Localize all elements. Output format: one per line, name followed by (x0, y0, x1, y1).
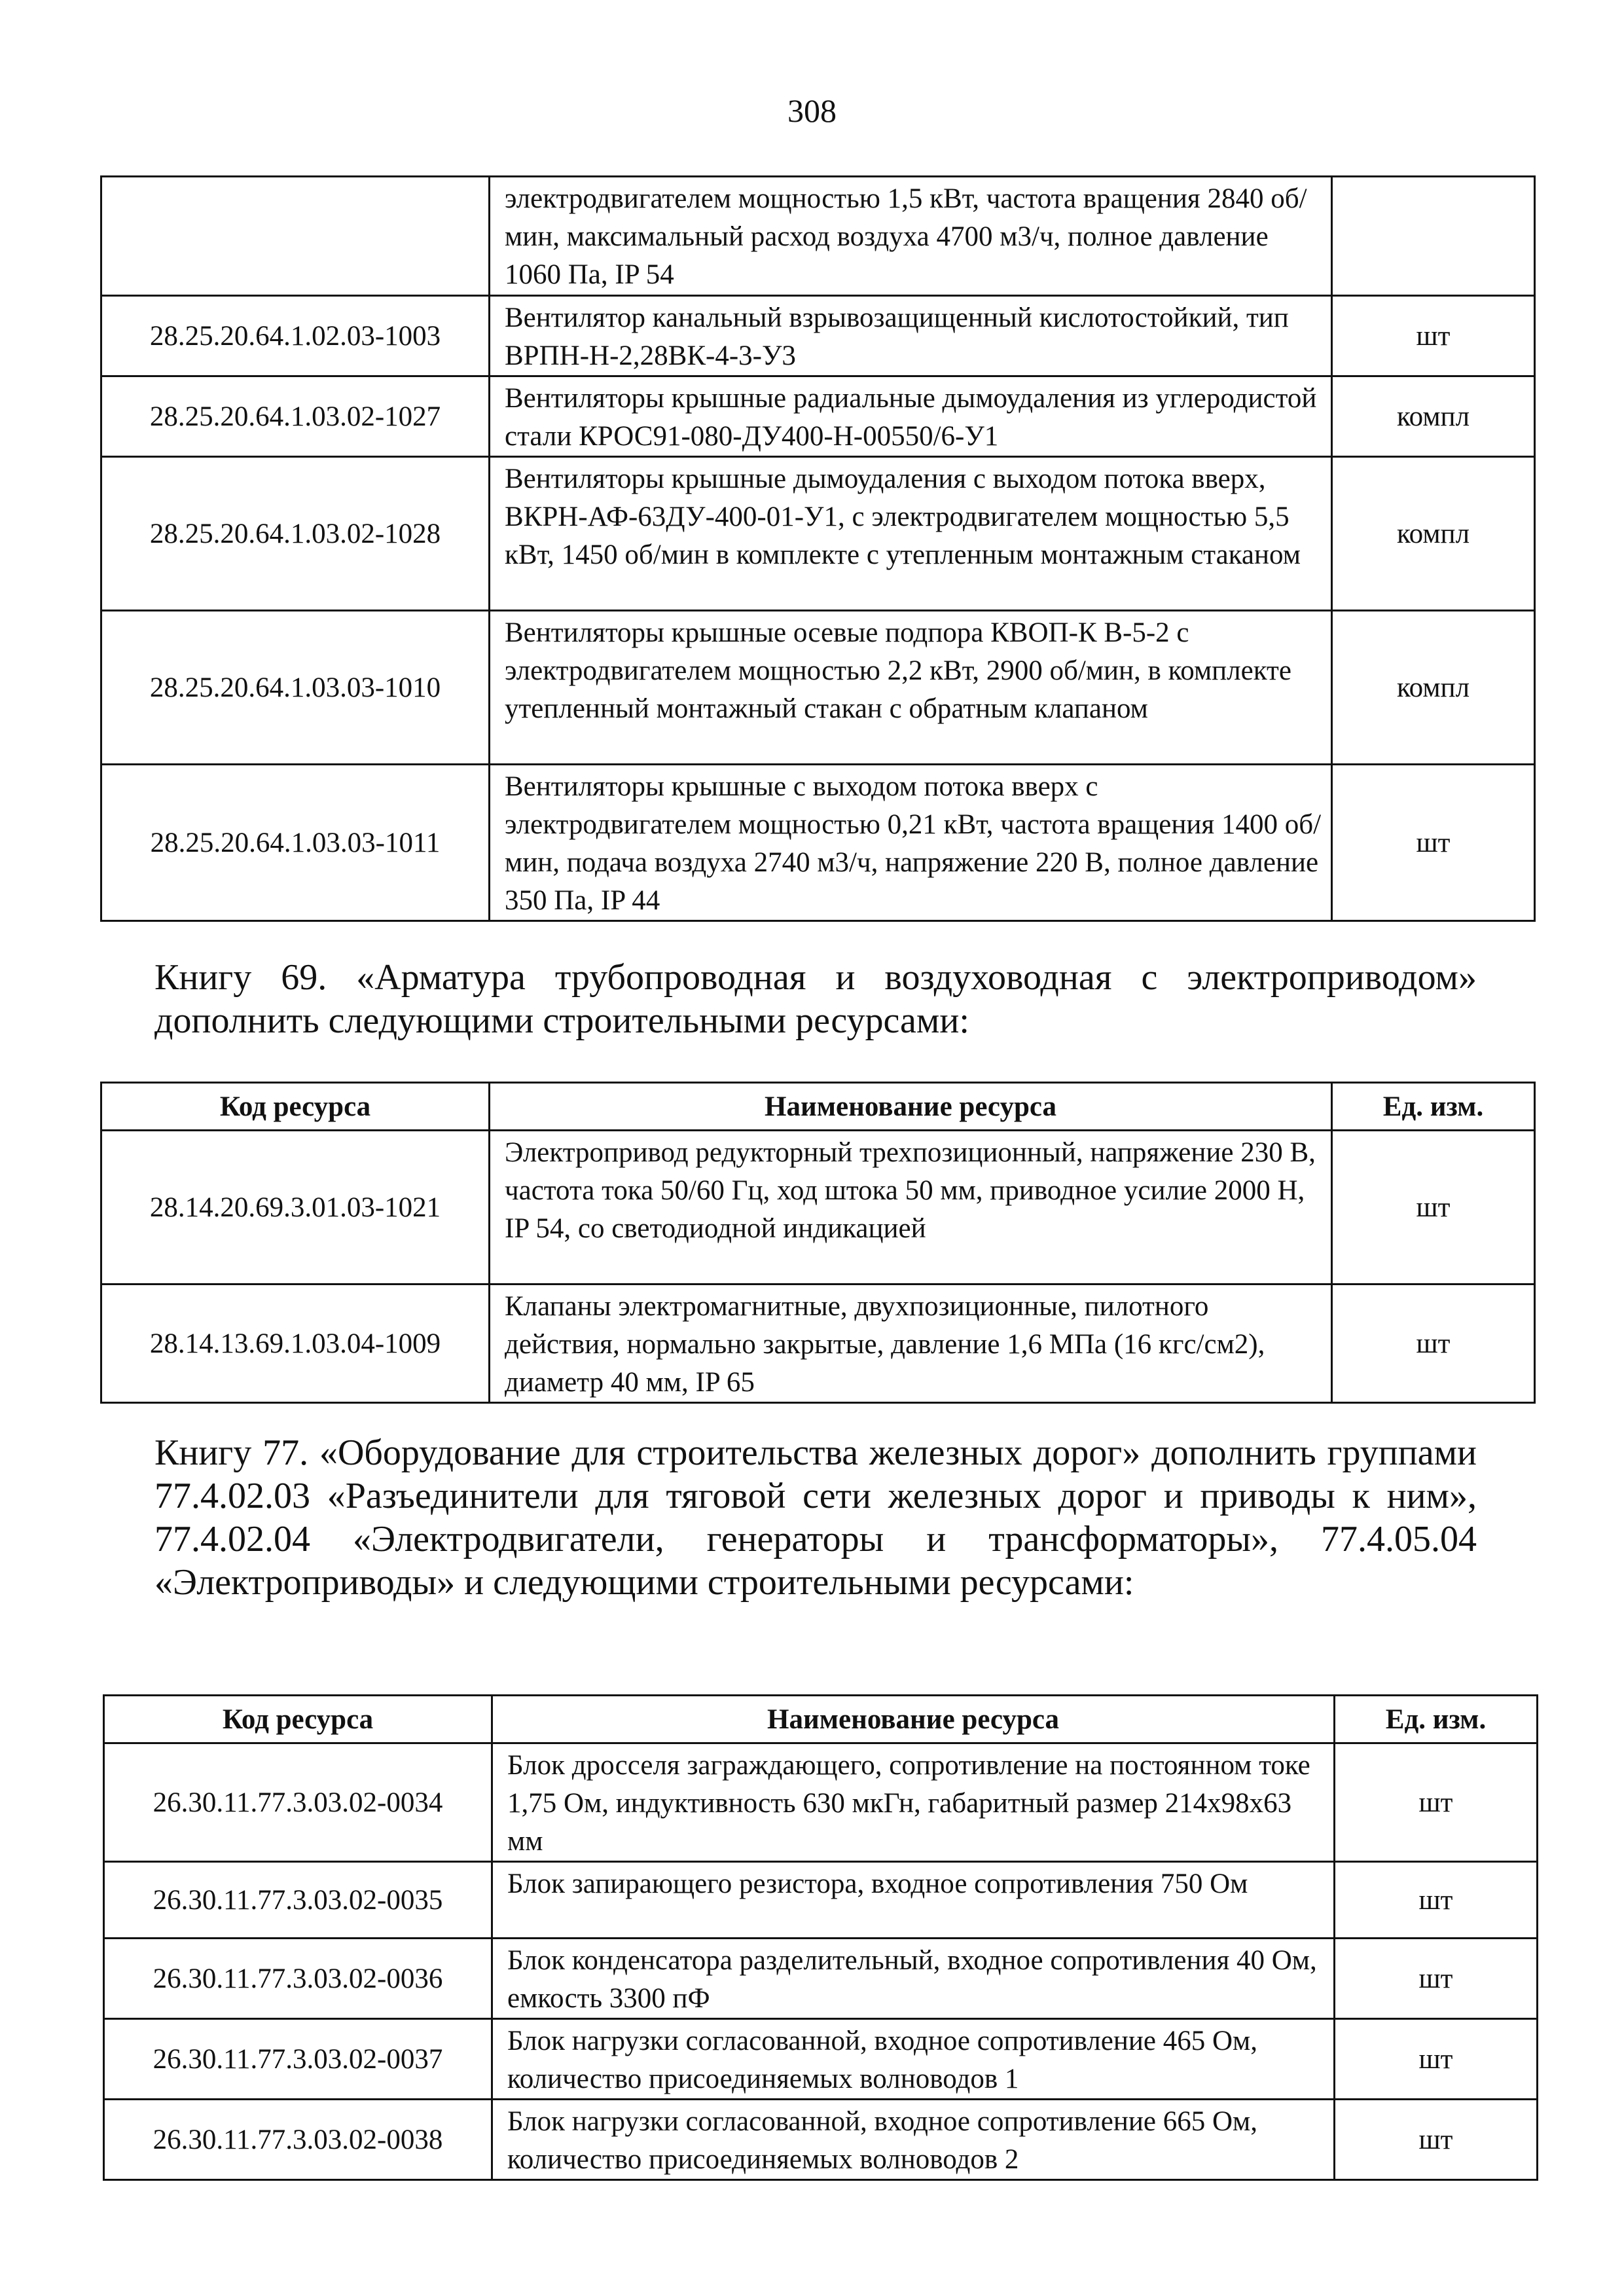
header-code: Код ресурса (101, 1083, 490, 1131)
table-row (104, 1862, 1538, 1939)
resource-name: Блок конденсатора разделительный, входное сопротивления 40 Ом, емкость 3300 пФ (492, 1939, 1335, 2019)
resource-unit: шт (1332, 1285, 1535, 1403)
resource-unit: компл (1332, 457, 1535, 611)
table-row (101, 376, 1535, 457)
book-77-paragraph: Книгу 77. «Оборудование для строительства железных дорог» дополнить группами 77.4.02.03 «Разъединители для тяговой сети железных дорог и приводы к ним», 77.4.02.04 «Электродвигатели, генераторы и трансформаторы», 77.4.05.04 «Электроприводы» и следующими строительными ресурсами: (154, 1432, 1477, 1603)
resource-code: 28.25.20.64.1.03.03-1011 (101, 765, 490, 921)
resource-code (101, 177, 490, 296)
resource-name: Электропривод редукторный трехпозиционный, напряжение 230 В, частота тока 50/60 Гц, ход штока 50 мм, приводное усилие 2000 Н, IP 54, со светодиодной индикацией (490, 1131, 1332, 1285)
resource-unit: шт (1335, 1939, 1538, 2019)
resource-code: 28.14.20.69.3.01.03-1021 (101, 1131, 490, 1285)
resource-code: 28.14.13.69.1.03.04-1009 (101, 1285, 490, 1403)
table-row (101, 765, 1535, 921)
table-row (101, 177, 1535, 296)
resource-unit: шт (1335, 1862, 1538, 1939)
resources-table-continued (100, 175, 1536, 922)
table-row (101, 1285, 1535, 1403)
resource-name: Вентилятор канальный взрывозащищенный кислотостойкий, тип ВРПН-Н-2,28ВК-4-3-У3 (490, 296, 1332, 376)
table-header-row (104, 1696, 1538, 1743)
resource-unit: шт (1335, 2019, 1538, 2100)
table-row (104, 2100, 1538, 2180)
table-header-row (101, 1083, 1535, 1131)
resource-code: 26.30.11.77.3.03.02-0036 (104, 1939, 492, 2019)
resource-name: электродвигателем мощностью 1,5 кВт, частота вращения 2840 об/мин, максимальный расход воздуха 4700 м3/ч, полное давление 1060 Па, IP 54 (490, 177, 1332, 296)
table-row (101, 457, 1535, 611)
table-row (101, 296, 1535, 376)
resource-name: Блок нагрузки согласованной, входное сопротивление 465 Ом, количество присоединяемых волноводов 1 (492, 2019, 1335, 2100)
header-code: Код ресурса (104, 1696, 492, 1743)
resource-name: Клапаны электромагнитные, двухпозиционные, пилотного действия, нормально закрытые, давление 1,6 МПа (16 кгс/см2), диаметр 40 мм, IP 65 (490, 1285, 1332, 1403)
table-row (101, 611, 1535, 765)
resource-unit: шт (1332, 765, 1535, 921)
resource-name: Вентиляторы крышные дымоудаления с выходом потока вверх, ВКРН-АФ-63ДУ-400-01-У1, с электродвигателем мощностью 5,5 кВт, 1450 об/мин в комплекте с утепленным монтажным стаканом (490, 457, 1332, 611)
resource-code: 28.25.20.64.1.02.03-1003 (101, 296, 490, 376)
header-name: Наименование ресурса (492, 1696, 1335, 1743)
resource-unit: компл (1332, 611, 1535, 765)
resource-unit: шт (1335, 2100, 1538, 2180)
book-69-resources-table (100, 1082, 1536, 1404)
resource-code: 28.25.20.64.1.03.03-1010 (101, 611, 490, 765)
header-name: Наименование ресурса (490, 1083, 1332, 1131)
table-row (101, 1131, 1535, 1285)
table-row (104, 1939, 1538, 2019)
resource-code: 28.25.20.64.1.03.02-1027 (101, 376, 490, 457)
resource-name: Блок запирающего резистора, входное сопротивления 750 Ом (492, 1862, 1335, 1939)
resource-name: Блок нагрузки согласованной, входное сопротивление 665 Ом, количество присоединяемых волноводов 2 (492, 2100, 1335, 2180)
resource-name: Вентиляторы крышные радиальные дымоудаления из углеродистой стали КРОС91-080-ДУ400-Н-00550/6-У1 (490, 376, 1332, 457)
resource-unit (1332, 177, 1535, 296)
resource-name: Вентиляторы крышные с выходом потока вверх с электродвигателем мощностью 0,21 кВт, частота вращения 1400 об/мин, подача воздуха 2740 м3/ч, напряжение 220 В, полное давление 350 Па, IP 44 (490, 765, 1332, 921)
resource-name: Вентиляторы крышные осевые подпора КВОП-К В-5-2 с электродвигателем мощностью 2,2 кВт, 2900 об/мин, в комплекте утепленный монтажный стакан с обратным клапаном (490, 611, 1332, 765)
book-77-resources-table (103, 1694, 1538, 2181)
resource-code: 28.25.20.64.1.03.02-1028 (101, 457, 490, 611)
table-row (104, 1743, 1538, 1862)
header-unit: Ед. изм. (1335, 1696, 1538, 1743)
page-number: 308 (787, 92, 837, 129)
resource-unit: шт (1332, 296, 1535, 376)
book-69-paragraph: Книгу 69. «Арматура трубопроводная и воздуховодная с электроприводом» дополнить следующими строительными ресурсами: (154, 957, 1477, 1041)
resource-code: 26.30.11.77.3.03.02-0038 (104, 2100, 492, 2180)
resource-code: 26.30.11.77.3.03.02-0037 (104, 2019, 492, 2100)
resource-unit: шт (1332, 1131, 1535, 1285)
resource-unit: шт (1335, 1743, 1538, 1862)
resource-code: 26.30.11.77.3.03.02-0034 (104, 1743, 492, 1862)
resource-name: Блок дросселя заграждающего, сопротивление на постоянном токе 1,75 Ом, индуктивность 630 мкГн, габаритный размер 214х98х63 мм (492, 1743, 1335, 1862)
resource-unit: компл (1332, 376, 1535, 457)
header-unit: Ед. изм. (1332, 1083, 1535, 1131)
table-row (104, 2019, 1538, 2100)
resource-code: 26.30.11.77.3.03.02-0035 (104, 1862, 492, 1939)
